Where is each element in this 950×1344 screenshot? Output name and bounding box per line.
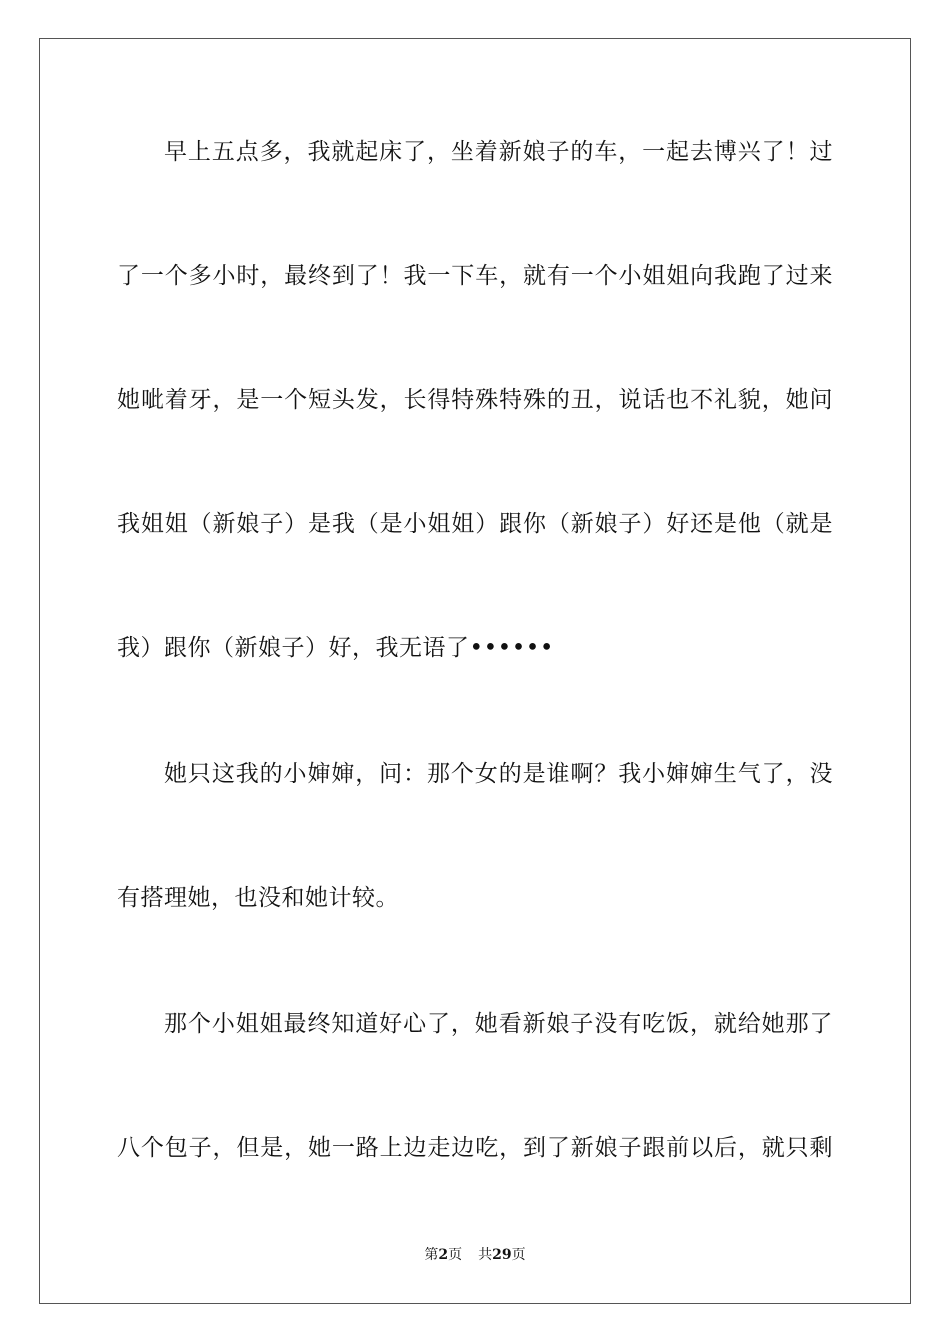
paragraph-line: 我）跟你（新娘子）好，我无语了•••••• <box>117 635 554 661</box>
paragraph-line: 早上五点多，我就起床了，坐着新娘子的车，一起去博兴了！过 <box>164 139 833 165</box>
page-prefix: 第 <box>424 1247 439 1263</box>
paragraph-line: 她只这我的小婶婶，问：那个女的是谁啊？我小婶婶生气了，没 <box>164 761 833 787</box>
paragraph-line: 有搭理她，也没和她计较。 <box>117 885 399 911</box>
paragraph-line: 了一个多小时，最终到了！我一下车，就有一个小姐姐向我跑了过来 <box>117 263 833 289</box>
total-pages: 29 <box>492 1247 512 1263</box>
page-suffix: 页 <box>448 1247 463 1263</box>
page-border <box>39 38 911 1304</box>
total-prefix: 共 <box>478 1247 493 1263</box>
paragraph-line: 那个小姐姐最终知道好心了，她看新娘子没有吃饭，就给她那了 <box>164 1011 833 1037</box>
paragraph-line: 我姐姐（新娘子）是我（是小姐姐）跟你（新娘子）好还是他（就是 <box>117 511 833 537</box>
total-suffix: 页 <box>511 1247 526 1263</box>
page-number: 2 <box>438 1247 449 1263</box>
paragraph-line: 她呲着牙，是一个短头发，长得特殊特殊的丑，说话也不礼貌，她问 <box>117 387 833 413</box>
page-footer <box>0 1246 950 1264</box>
paragraph-line: 八个包子，但是，她一路上边走边吃，到了新娘子跟前以后，就只剩 <box>117 1135 833 1161</box>
